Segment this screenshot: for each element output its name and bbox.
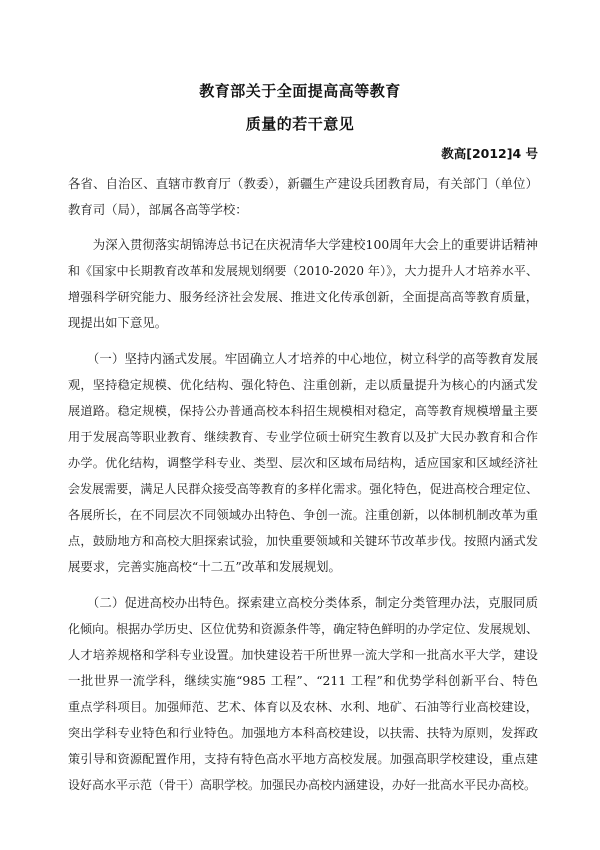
addressee-line: 教育司（局），部属各高等学校：: [68, 202, 248, 217]
paragraph-line: 办学。优化结构，调整学科专业、类型、层次和区域布局结构，适应国家和区域经济社: [68, 456, 538, 470]
paragraph-line: 点，鼓励地方和高校大胆探索试验，加快重要领域和关键环节改革步伐。按照内涵式发: [68, 534, 538, 548]
paragraph-line: 增强科学研究能力、服务经济社会发展、推进文化传承创新，全面提高高等教育质量，: [68, 290, 538, 304]
paragraph-line: （一）坚持内涵式发展。牢固确立人才培养的中心地位，树立科学的高等教育发展: [68, 351, 538, 366]
paragraph-line: 人才培养规格和学科专业设置。加快建设若干所世界一流大学和一批高水平大学，建设: [68, 648, 538, 662]
paragraph-line: 设好高水平示范（骨干）高职学校。加强民办高校内涵建设，办好一批高水平民办高校。: [68, 778, 537, 792]
paragraph-line: 策引导和资源配置作用，支持有特色高水平地方高校发展。加强高职学校建设，重点建: [68, 752, 538, 766]
document-title-line-1: 教育部关于全面提高高等教育: [199, 82, 401, 100]
paragraph-line: 突出学科专业特色和行业特色。加强地方本科高校建设，以扶需、扶特为原则，发挥政: [68, 726, 538, 740]
paragraph-line: 展要求，完善实施高校“十二五”改革和发展规划。: [68, 559, 341, 574]
paragraph-line: 为深入贯彻落实胡锦涛总书记在庆祝清华大学建校100周年大会上的重要讲话精神: [68, 237, 538, 252]
paragraph-line: 和《国家中长期教育改革和发展规划纲要（2010-2020 年）》，大力提升人才培养水平、: [68, 264, 538, 278]
paragraph-line: 现提出如下意见。: [68, 315, 168, 330]
paragraph-line: 用于发展高等职业教育、继续教育、专业学位硕士研究生教育以及扩大民办教育和合作: [68, 430, 538, 444]
paragraph-line: 化倾向。根据办学历史、区位优势和资源条件等，确定特色鲜明的办学定位、发展规划、: [68, 622, 538, 636]
paragraph-line: 重点学科项目。加强师范、艺术、体育以及农林、水利、地矿、石油等行业高校建设，: [68, 700, 538, 714]
addressee-line: 各省、自治区、直辖市教育厅（教委），新疆生产建设兵团教育局，有关部门（单位）: [68, 176, 538, 191]
paragraph-line: 展道路。稳定规模，保持公办普通高校本科招生规模相对稳定，高等教育规模增量主要: [68, 404, 538, 418]
paragraph-line: 一批世界一流学科，继续实施“985 工程”、“211 工程”和优势学科创新平台、特色: [68, 673, 538, 688]
paragraph-line: 各展所长，在不同层次不同领域办出特色、争创一流。注重创新，以体制机制改革为重: [68, 508, 538, 522]
paragraph-line: 观，坚持稳定规模、优化结构、强化特色、注重创新，走以质量提升为核心的内涵式发: [68, 378, 538, 392]
paragraph-line: 会发展需要，满足人民群众接受高等教育的多样化需求。强化特色，促进高校合理定位、: [68, 482, 538, 496]
paragraph-line: （二）促进高校办出特色。探索建立高校分类体系，制定分类管理办法，克服同质: [68, 595, 538, 610]
document-title-line-2: 质量的若干意见: [245, 115, 355, 133]
document-number: 教高[2012]4 号: [441, 146, 538, 161]
